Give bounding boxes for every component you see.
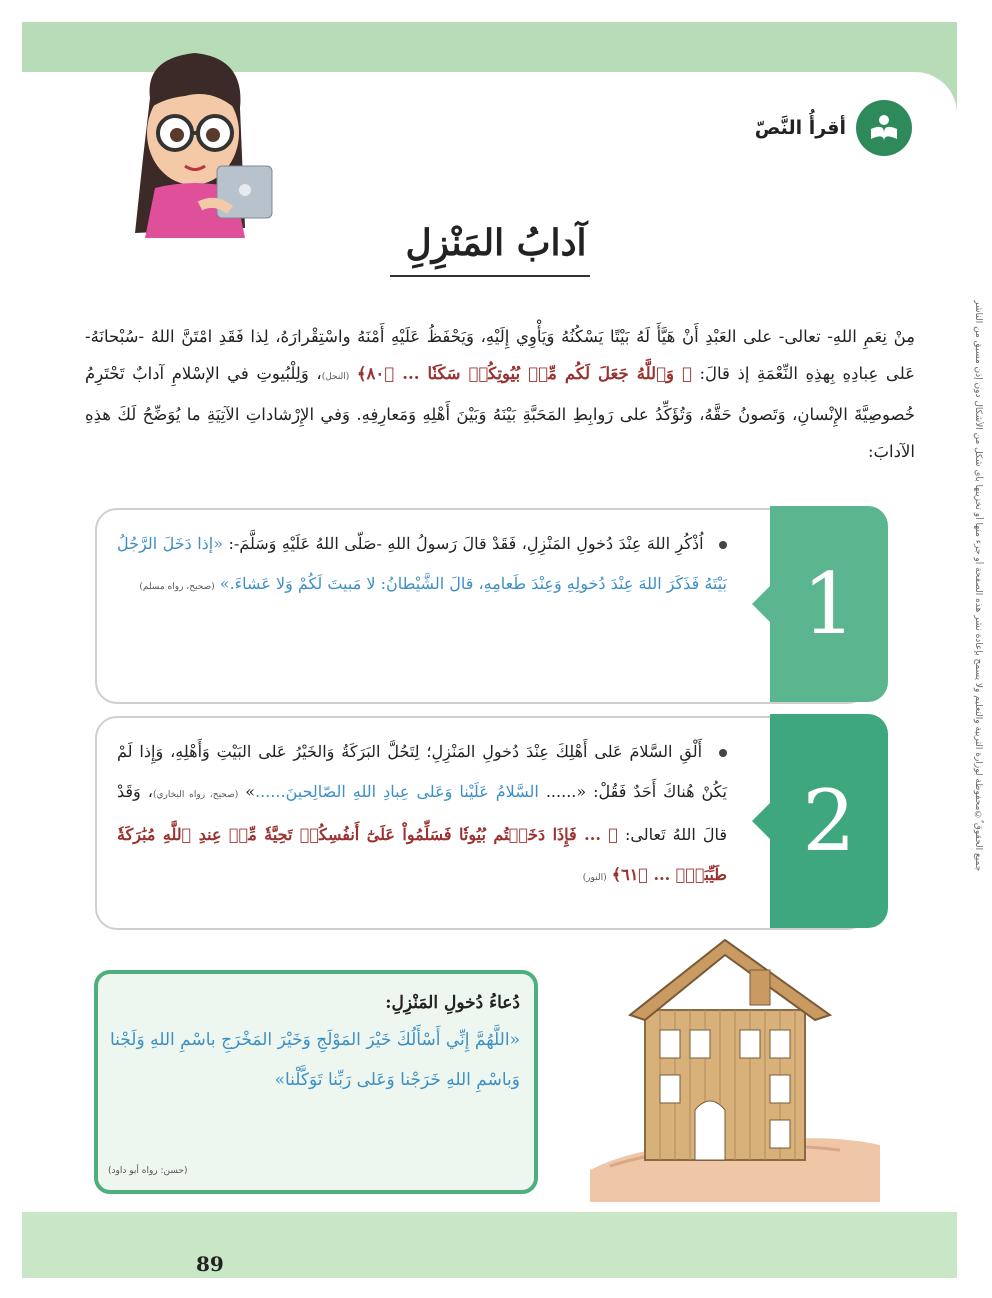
card-1-number: 1 [770,506,888,702]
dua-text: «اللَّهُمَّ إِنِّي أَسْأَلُكَ خَيْرَ المَوْلَجِ وَخَيْرَ المَخْرَجِ باسْمِ اللهِ وَلَجْنا وَباسْمِ اللهِ خَرَجْنا وَعَلى رَبِّنا تَوَكَّلْنا» [110,1030,520,1090]
bullet-icon [719,749,727,757]
page-bottom-strip [22,1212,957,1278]
intro-text-1: مِنْ نِعَمِ اللهِ- تعالى- على العَبْدِ أَنْ هَيَّأَ لَهُ بَيْتًا يَسْكُنُهُ وَيَأْوِي إِلَيْهِ، وَيَحْفَظُ عَلَيْهِ أَمْنَهُ واسْتِقْرارَهُ، لِذا فَقَدِ امْتَنَّ اللهُ -سُبْحانَهُ- عَلى عِبادِهِ بِهذِهِ النِّعْمَةِ إذ قالَ: [85,327,915,383]
card-2-text-3: ، وَقَدْ قالَ اللهُ تَعالى: [117,782,727,844]
section-badge [755,100,912,156]
book-reader-icon [856,100,912,156]
section-label: أقرأُ النَّصّ [754,117,846,139]
card-1-text [117,524,727,607]
intro-text-2: ، وَلِلْبُيوتِ في الإسْلامِ آدابٌ تَحْتَرِمُ خُصوصِيَّةَ الإِنْسانِ، وَتَصونُ حَقَّهُ، وَتُؤَكِّدُ على رَوابِطِ المَحَبَّةِ بَيْنَهُ وَبَيْنَ أَهْلِهِ وَمَعارِفِهِ. وَفي الإِرْشاداتِ الآتِيَةِ ما يُوَضِّحُ لَكَ هذِهِ الآدابَ: [85,364,915,461]
dua-content [110,986,520,1100]
bullet-icon [719,541,727,549]
page-number: 89 [196,1252,224,1276]
card-1-citation: (صحيح، رواه مسلم) [139,582,215,592]
girl-reading-illustration [105,38,285,238]
page-title: آدابُ المَنْزِلِ [405,222,587,264]
dua-citation: (حسن: رواه أبو داود) [108,1166,188,1176]
card-1-intro: اُذْكُرِ اللهَ عِنْدَ دُخولِ المَنْزِلِ، فَقَدْ قالَ رَسولُ اللهِ -صَلّى اللهُ عَلَيْهِ وَسَلَّمَ-: [228,534,704,553]
copyright-side-note: جميع الحقوق ٌ©محفوظة لوزارة التربية والتعليم ولا يسمح بإعادة نشر هذه الصفحة أو جزء منها أو تخزينها بأي شكل من الأشكال دون إذن مسبق من الناشر [973,300,983,872]
card-2-hadith: السَّلامُ عَلَيْنا وَعَلى عِبادِ اللهِ الصّالِحينَ...... [255,782,539,801]
card-2-number: 2 [770,714,888,928]
intro-paragraph [85,318,915,470]
card-2-quran-citation: (النور) [582,873,607,883]
dua-title: دُعاءُ دُخولِ المَنْزِلِ: [385,993,520,1013]
intro-quran-citation: (النحل) [321,372,350,382]
dua-box [94,970,538,1194]
house-in-hand-illustration [590,930,880,1202]
card-2-citation: (صحيح، رواه البخاري) [152,790,239,800]
card-2-intro: أَلْقِ السَّلامَ عَلى أَهْلِكَ عِنْدَ دُخولِ المَنْزِلِ؛ لِتَحُلَّ البَرَكَةُ وَالخَيْرُ عَلى البَيْتِ وَأَهْلِهِ، وَإِذا لَمْ يَكُنْ هُناكَ أَحَدٌ فَقُلْ: «...... [117,742,727,801]
title-underline [390,275,590,277]
intro-quran-verse: ﴿ وَٱللَّهُ جَعَلَ لَكُم مِّنۢ بُيُوتِكُمۡ سَكَنٗا ... ﴿٨٠﴾ [356,364,692,383]
card-2-quran-verse: ﴿ ... فَإِذَا دَخَلۡتُم بُيُوتٗا فَسَلِّمُواْ عَلَىٰٓ أَنفُسِكُمۡ تَحِيَّةٗ مِّنۡ عِندِ ٱللَّهِ مُبَٰرَكَةٗ طَيِّبَةٗۚ ... ﴿٦١﴾ [117,825,727,884]
card-2-close-quote: » [245,782,256,801]
card-1-hadith: «إذا دَخَلَ الرَّجُلُ بَيْتَهُ فَذَكَرَ اللهَ عِنْدَ دُخولِهِ وَعِنْدَ طَعامِهِ، قالَ الشَّيْطانُ: لا مَبيتَ لَكُمْ وَلا عَشاءَ.» [117,534,727,593]
card-2-text [117,732,727,898]
